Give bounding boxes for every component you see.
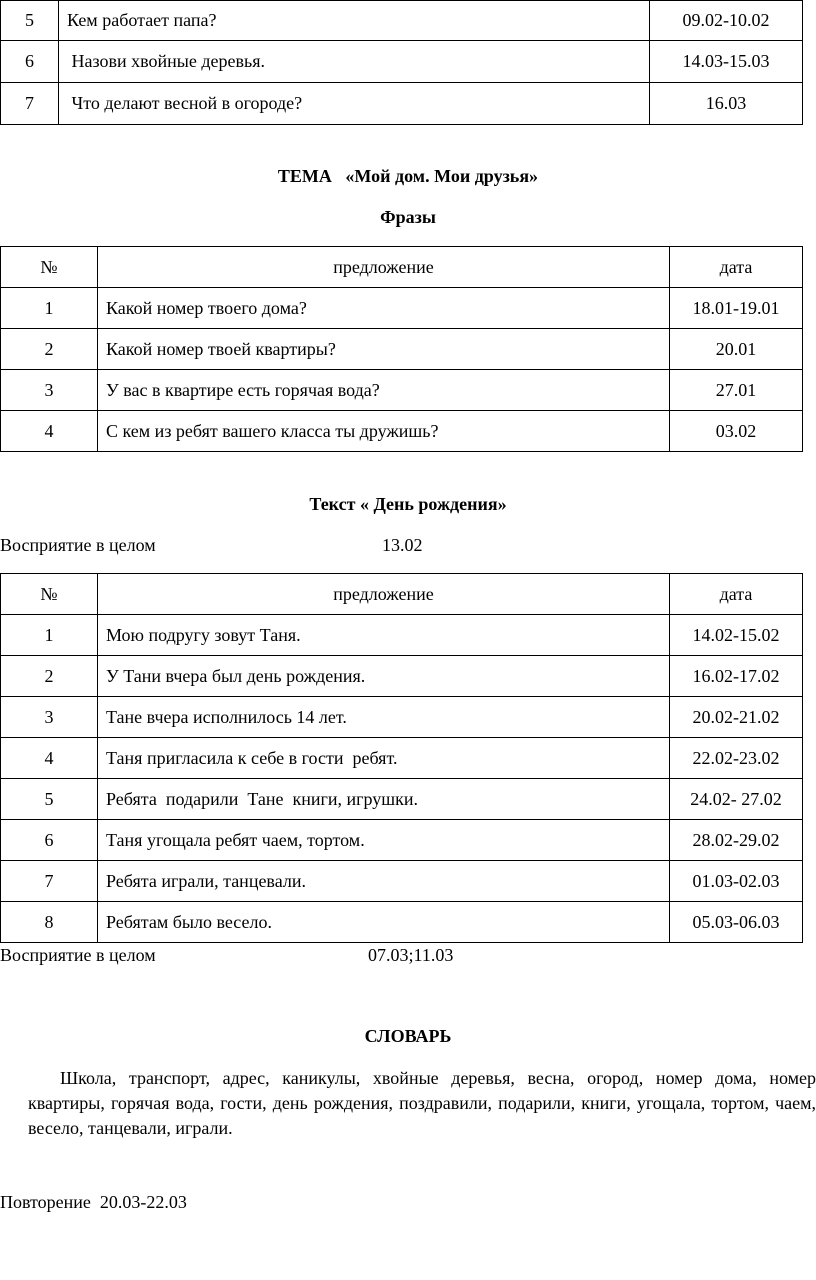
row-date: 03.02 [670,411,803,452]
row-date: 09.02-10.02 [650,1,803,41]
row-text: Какой номер твоей квартиры? [98,329,670,370]
perception-label: Восприятие в целом [0,535,156,555]
row-text: Какой номер твоего дома? [98,288,670,329]
perception-date: 07.03;11.03 [368,945,454,965]
row-date: 16.02-17.02 [670,656,803,697]
row-text: Назови хвойные деревья. [59,41,650,83]
row-number: 7 [1,83,59,125]
row-text: У вас в квартире есть горячая вода? [98,370,670,411]
table-row [1,288,803,329]
header-date: дата [670,574,803,615]
row-number: 4 [1,411,98,452]
table-row [1,1,803,41]
row-number: 3 [1,697,98,738]
row-text: У Тани вчера был день рождения. [98,656,670,697]
table-text [0,573,803,943]
table-row [1,615,803,656]
table-header-row [1,574,803,615]
table-row [1,656,803,697]
row-number: 5 [1,779,98,820]
dictionary-text: Школа, транспорт, адрес, каникулы, хвойные деревья, весна, огород, номер дома, номер квартиры, горячая вода, гости, день рождения, поздравили, подарили, книги, угощала, тортом, чаем, весело, танцевали, играли. [28,1068,816,1138]
table-row [1,738,803,779]
row-text: Кем работает папа? [59,1,650,41]
row-number: 1 [1,288,98,329]
row-date: 27.01 [670,370,803,411]
repetition-line: Повторение 20.03-22.03 [0,1192,187,1212]
perception-date: 13.02 [382,535,423,555]
row-date: 05.03-06.03 [670,902,803,943]
table-row [1,411,803,452]
header-sentence: предложение [98,247,670,288]
row-number: 6 [1,41,59,83]
row-date: 22.02-23.02 [670,738,803,779]
row-number: 2 [1,656,98,697]
row-date: 28.02-29.02 [670,820,803,861]
table-top [0,0,803,125]
table-phrases [0,246,803,452]
row-date: 24.02- 27.02 [670,779,803,820]
row-date: 14.02-15.02 [670,615,803,656]
row-number: 2 [1,329,98,370]
dictionary-title: СЛОВАРЬ [364,1026,452,1046]
row-number: 1 [1,615,98,656]
table-row [1,697,803,738]
row-date: 14.03-15.03 [650,41,803,83]
row-number: 5 [1,1,59,41]
row-date: 20.01 [670,329,803,370]
theme-title: ТЕМА «Мой дом. Мои друзья» [277,166,539,186]
row-text: Таня пригласила к себе в гости ребят. [98,738,670,779]
header-sentence: предложение [98,574,670,615]
table-row [1,329,803,370]
text-title: Текст « День рождения» [309,494,507,514]
table-row [1,41,803,83]
row-number: 6 [1,820,98,861]
row-text: С кем из ребят вашего класса ты дружишь? [98,411,670,452]
row-date: 20.02-21.02 [670,697,803,738]
table-row [1,779,803,820]
row-text: Что делают весной в огороде? [59,83,650,125]
table-row [1,370,803,411]
row-text: Тане вчера исполнилось 14 лет. [98,697,670,738]
table-row [1,820,803,861]
table-row [1,861,803,902]
table-row [1,902,803,943]
row-date: 16.03 [650,83,803,125]
row-number: 8 [1,902,98,943]
header-date: дата [670,247,803,288]
header-number: № [1,247,98,288]
header-number: № [1,574,98,615]
row-text: Мою подругу зовут Таня. [98,615,670,656]
row-text: Таня угощала ребят чаем, тортом. [98,820,670,861]
table-header-row [1,247,803,288]
row-date: 01.03-02.03 [670,861,803,902]
row-date: 18.01-19.01 [670,288,803,329]
phrases-title: Фразы [380,207,436,227]
perception-label: Восприятие в целом [0,945,156,965]
row-number: 4 [1,738,98,779]
row-text: Ребята играли, танцевали. [98,861,670,902]
table-row [1,83,803,125]
row-text: Ребятам было весело. [98,902,670,943]
row-text: Ребята подарили Тане книги, игрушки. [98,779,670,820]
row-number: 7 [1,861,98,902]
row-number: 3 [1,370,98,411]
